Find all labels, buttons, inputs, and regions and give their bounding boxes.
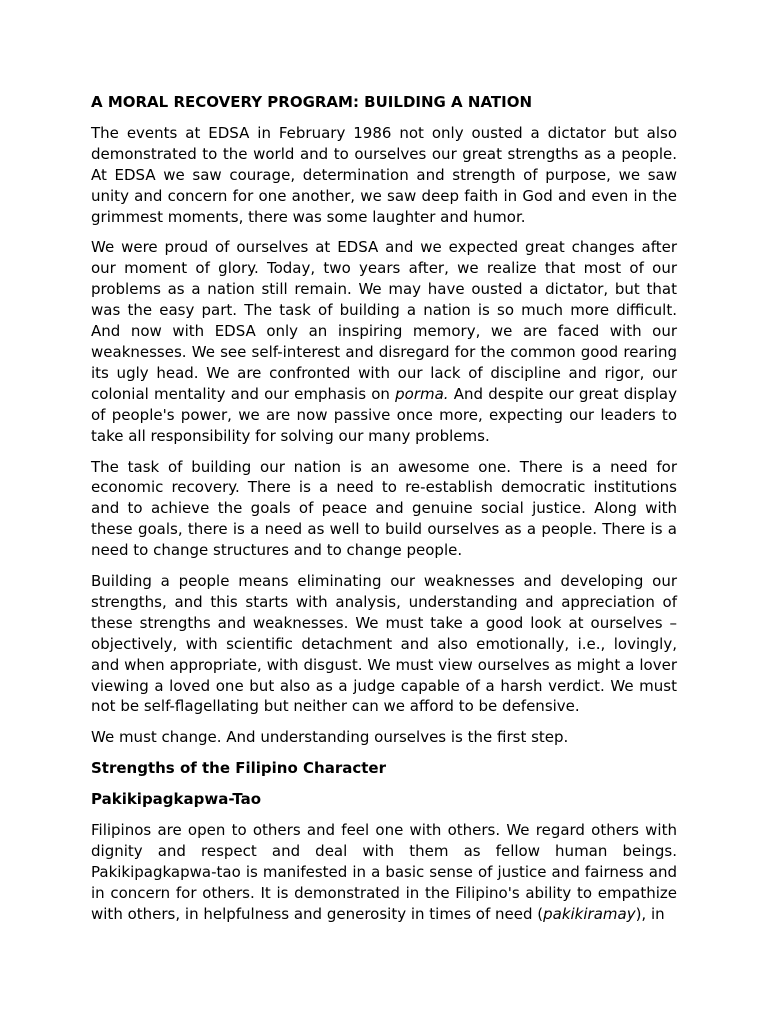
paragraph-pakikipagkapwa-tao bbox=[91, 820, 677, 925]
paragraph-edsa-events: The events at EDSA in February 1986 not only ousted a dictator but also demonstrated to the world and to ourselves our great strengths as a people. At EDSA we saw courage, determination and strength of purpose, we saw unity and concern for one another, we saw deep faith in God and even in the grimmest moments, there was some laughter and humor. bbox=[91, 123, 677, 226]
document-page bbox=[91, 92, 677, 935]
paragraph-text: ), in bbox=[635, 904, 665, 923]
section-heading-strengths: Strengths of the Filipino Character bbox=[91, 759, 386, 778]
subsection-heading-pakikipagkapwa-tao: Pakikipagkapwa-Tao bbox=[91, 790, 262, 809]
document-title: A MORAL RECOVERY PROGRAM: BUILDING A NATION bbox=[91, 93, 533, 111]
paragraph-text: And despite our great display of people's power, we are now passive once more, expecting our leaders to take all responsibility for solving our many problems. bbox=[91, 384, 677, 445]
italic-term-porma: porma. bbox=[395, 384, 449, 403]
paragraph-building-people: Building a people means eliminating our weaknesses and developing our strengths, and this starts with analysis, understanding and appreciation of these strengths and weaknesses. We must take a good look at ourselves – objectively, with scientific detachment and also emotionally, i.e., lovingly, and when appropriate, with disgust. We must view ourselves as might a lover viewing a loved one but also as a judge capable of a harsh verdict. We must not be self-flagellating but neither can we afford to be defensive. bbox=[91, 572, 677, 716]
paragraph-text: We were proud of ourselves at EDSA and we expected great changes after our moment of glory. Today, two years after, we realize that most of our problems as a nation still remain. We may have ousted a dictator, but that was the easy part. The task of building a nation is so much more difficult. And now with EDSA only an inspiring memory, we are faced with our weaknesses. We see self-interest and disregard for the common good rearing its ugly head. We are confronted with our lack of discipline and rigor, our colonial mentality and our emphasis on bbox=[91, 238, 677, 403]
paragraph-building-nation: The task of building our nation is an awesome one. There is a need for economic recovery. There is a need to re-establish democratic institutions and to achieve the goals of peace and genuine social justice. Along with these goals, there is a need as well to build ourselves as a people. There is a need to change structures and to change people. bbox=[91, 457, 677, 560]
paragraph-text: Filipinos are open to others and feel one with others. We regard others with dignity and respect and deal with them as fellow human beings. Pakikipagkapwa-tao is manifested in a basic sense of justice and fairness and in concern for others. It is demonstrated in the Filipino's ability to empathize with others, in helpfulness and generosity in times of need ( bbox=[91, 821, 677, 923]
paragraph-after-edsa bbox=[91, 237, 677, 446]
italic-term-pakikiramay: pakikiramay bbox=[543, 904, 636, 923]
paragraph-we-must-change: We must change. And understanding ourselves is the first step. bbox=[91, 728, 569, 747]
